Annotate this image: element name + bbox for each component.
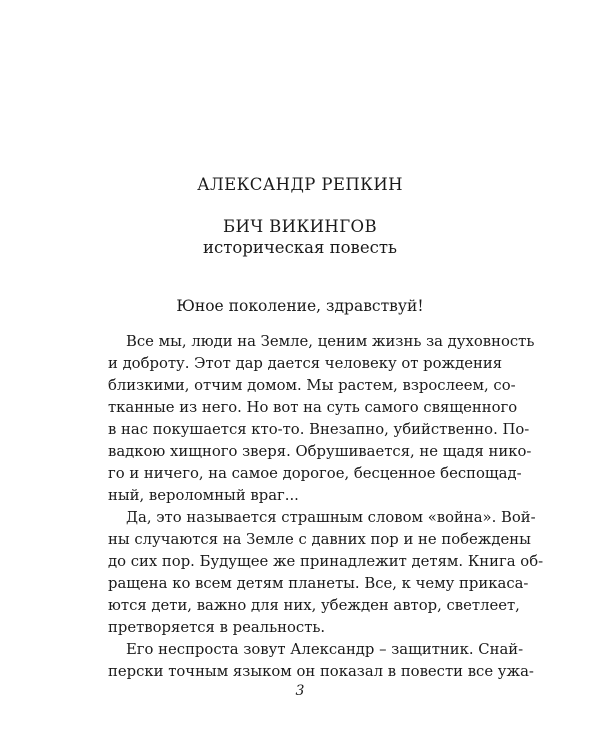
author-name: АЛЕКСАНДР РЕПКИН bbox=[197, 175, 403, 194]
text-line: Его неспроста зовут Александр – защитник. Снай- bbox=[126, 641, 524, 658]
preface-heading: Юное поколение, здравствуй! bbox=[176, 297, 424, 315]
text-line: Да, это называется страшным словом «война». Вой- bbox=[126, 509, 536, 526]
book-title: БИЧ ВИКИНГОВ bbox=[223, 217, 377, 236]
text-line: перски точным языком он показал в повести все ужа- bbox=[108, 663, 534, 680]
text-line: в нас покушается кто-то. Внезапно, убийственно. По- bbox=[108, 421, 530, 438]
text-line: близкими, отчим домом. Мы растем, взрослеем, со- bbox=[108, 377, 516, 394]
text-line: тканные из него. Но вот на суть самого священного bbox=[108, 399, 518, 416]
text-line: го и ничего, на самое дорогое, бесценное беспощад- bbox=[108, 465, 522, 482]
text-line: ный, вероломный враг... bbox=[108, 487, 299, 504]
book-subtitle: историческая повесть bbox=[203, 238, 397, 257]
text-line: ращена ко всем детям планеты. Все, к чему прикаса- bbox=[108, 575, 529, 592]
text-line: ны случаются на Земле с давних пор и не побеждены bbox=[108, 531, 531, 548]
text-line: ются дети, важно для них, убежден автор, светлеет, bbox=[108, 597, 520, 614]
page-number: 3 bbox=[295, 683, 305, 699]
text-line: претворяется в реальность. bbox=[108, 619, 326, 636]
text-line: до сих пор. Будущее же принадлежит детям. Книга об- bbox=[108, 553, 544, 570]
body-text bbox=[108, 331, 544, 683]
text-line: и доброту. Этот дар дается человеку от рождения bbox=[108, 355, 503, 372]
text-line: вадкою хищного зверя. Обрушивается, не щадя нико- bbox=[108, 443, 532, 460]
text-line: Все мы, люди на Земле, ценим жизнь за духовность bbox=[126, 333, 535, 350]
